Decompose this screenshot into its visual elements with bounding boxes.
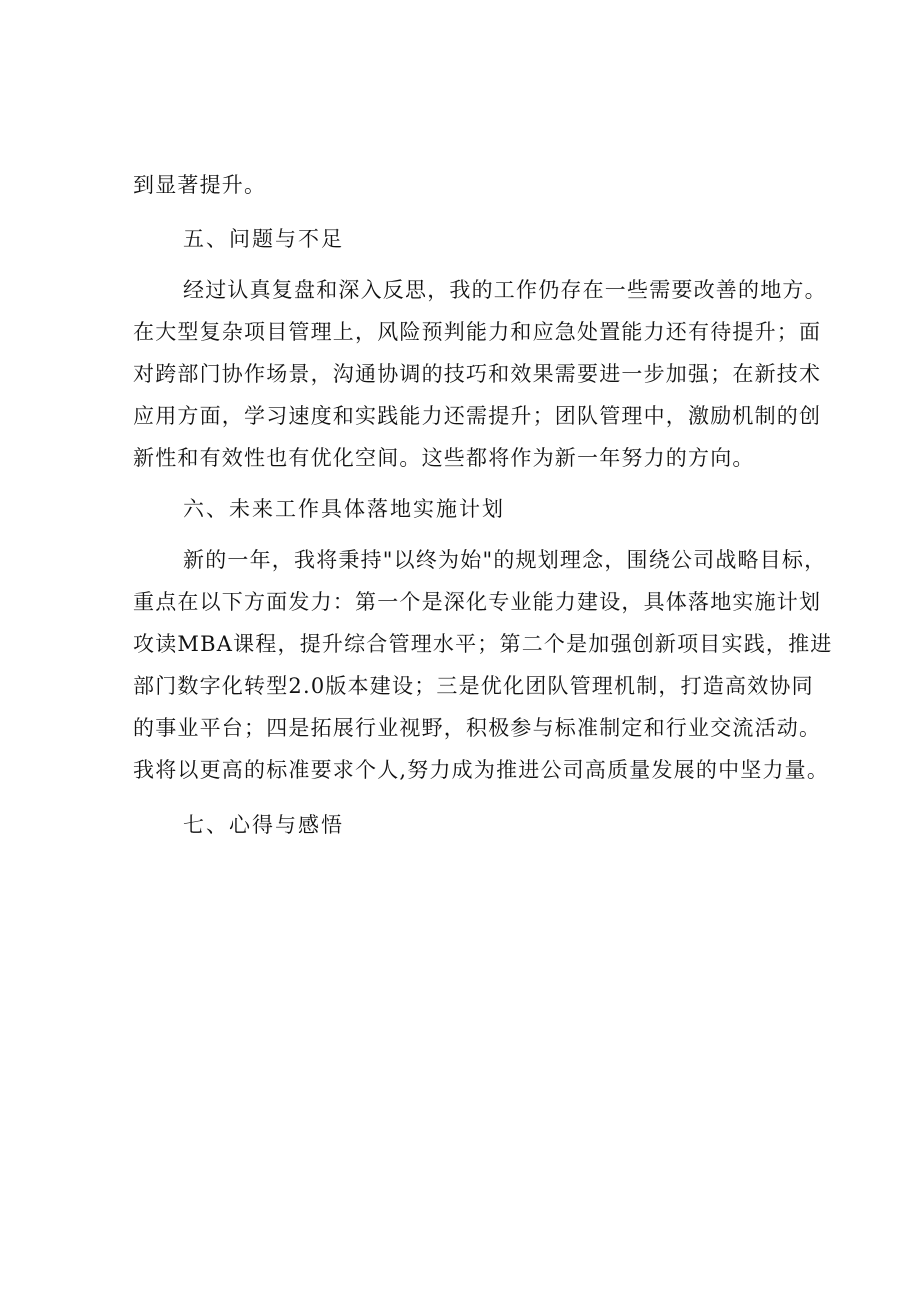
section-heading-6: 六、未来工作具体落地实施计划: [183, 497, 505, 521]
section6-line-4: 部门数字化转型2.0版本建设；三是优化团队管理机制，打造高效协同: [133, 674, 814, 698]
section5-line-1: 经过认真复盘和深入反思，我的工作仍存在一些需要改善的地方。: [183, 278, 827, 302]
section6-line-2: 重点在以下方面发力：第一个是深化专业能力建设，具体落地实施计划: [133, 590, 822, 614]
section-heading-5: 五、问题与不足: [183, 227, 344, 251]
section6-line-1: 新的一年，我将秉持"以终为始"的规划理念，围绕公司战略目标，: [183, 548, 827, 572]
section6-line-3: 攻读MBA课程，提升综合管理水平；第二个是加强创新项目实践，推进: [133, 632, 833, 656]
paragraph-continuation: 到显著提升。: [133, 173, 267, 197]
section6-line-6: 我将以更高的标准要求个人,努力成为推进公司高质量发展的中坚力量。: [133, 758, 830, 782]
section5-line-5: 新性和有效性也有优化空间。这些都将作为新一年努力的方向。: [133, 446, 755, 470]
section-heading-7: 七、心得与感悟: [183, 813, 344, 837]
section6-line-5: 的事业平台；四是拓展行业视野，积极参与标准制定和行业交流活动。: [133, 716, 822, 740]
section5-line-2: 在大型复杂项目管理上，风险预判能力和应急处置能力还有待提升；面: [133, 320, 822, 344]
section5-line-3: 对跨部门协作场景，沟通协调的技巧和效果需要进一步加强；在新技术: [133, 362, 822, 386]
section5-line-4: 应用方面，学习速度和实践能力还需提升；团队管理中，激励机制的创: [133, 404, 822, 428]
